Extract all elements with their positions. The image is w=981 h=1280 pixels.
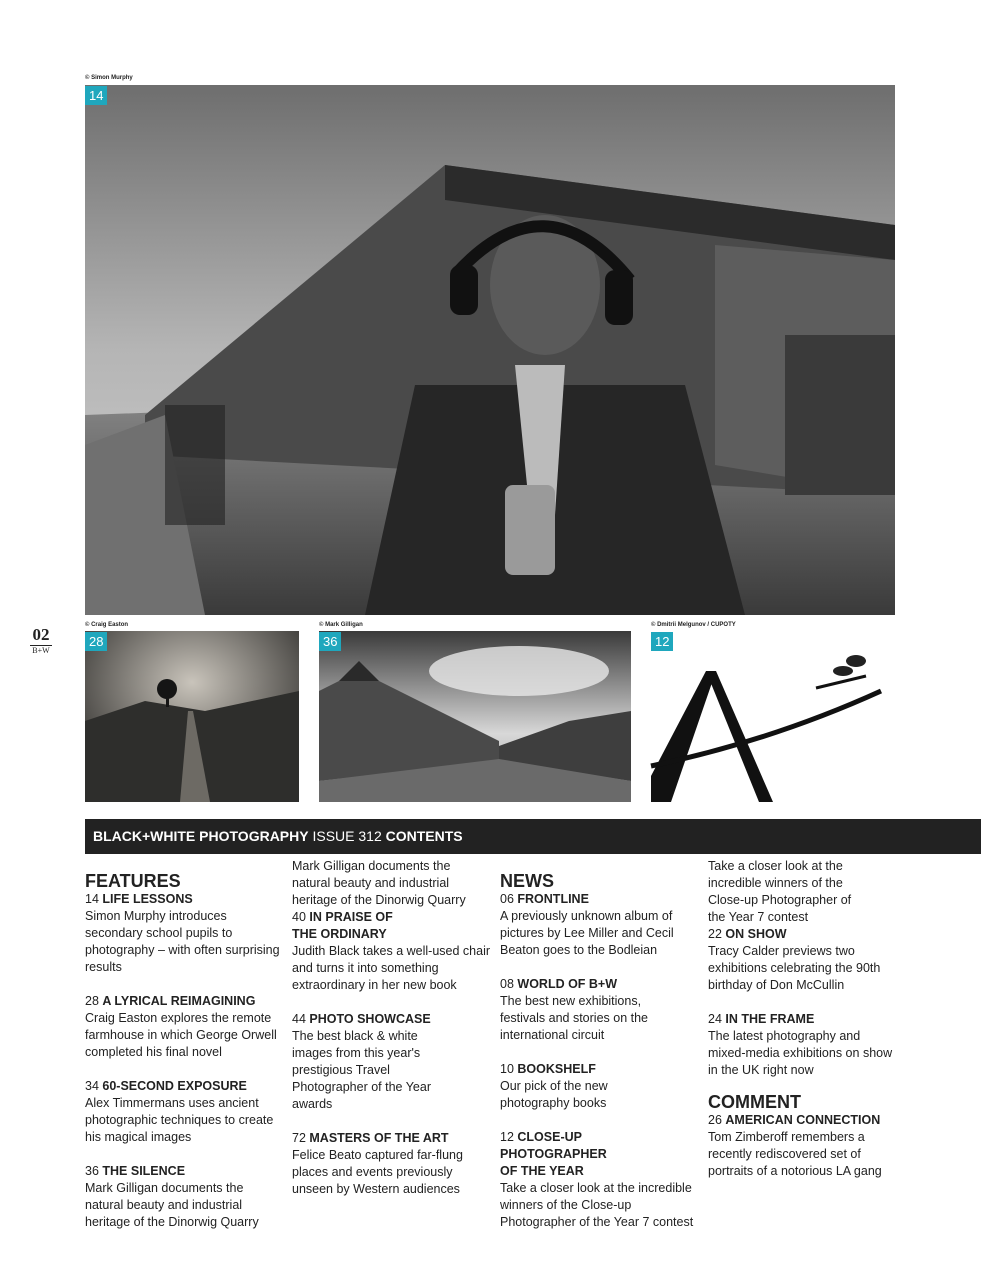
entry-title: IN THE FRAME xyxy=(725,1012,815,1026)
thumb-photo-dragonfly xyxy=(651,631,895,802)
page-badge-main: 14 xyxy=(85,86,107,105)
entry-desc: A previously unknown album of pictures by Lee Miller and Cecil Beaton goes to the Bodleian xyxy=(500,909,674,957)
entry-title: WORLD OF B+W xyxy=(517,977,618,991)
page-badge-thumb1: 28 xyxy=(85,632,107,651)
contents-entry xyxy=(85,1078,285,1146)
magazine-mark: B+W xyxy=(32,646,50,655)
entry-title: CLOSE-UP PHOTOGRAPHER OF THE YEAR xyxy=(500,1130,607,1178)
section-heading-comment: COMMENT xyxy=(708,1092,801,1112)
page-number: 02 xyxy=(30,626,52,646)
entry-desc: Simon Murphy introduces secondary school pupils to photography – with often surprising results xyxy=(85,909,280,974)
entry-desc: Tom Zimberoff remembers a recently rediscovered set of portraits of a notorious LA gang xyxy=(708,1130,882,1178)
contents-entry xyxy=(708,926,898,994)
entry-title: A LYRICAL REIMAGINING xyxy=(102,994,256,1008)
contents-banner xyxy=(85,819,981,854)
entry-desc: Tracy Calder previews two exhibitions celebrating the 90th birthday of Don McCullin xyxy=(708,944,881,992)
contents-col-2 xyxy=(292,859,492,1215)
entry-title: AMERICAN CONNECTION xyxy=(725,1113,881,1127)
contents-entry xyxy=(708,1011,898,1079)
contents-entry xyxy=(500,891,700,959)
contents-entry xyxy=(85,993,285,1061)
section-heading-news: NEWS xyxy=(500,871,554,891)
entry-page: 22 xyxy=(708,927,722,941)
entry-page: 24 xyxy=(708,1012,722,1026)
entry-page: 08 xyxy=(500,977,514,991)
thumb-photo-landscape xyxy=(85,631,299,802)
entry-desc: Mark Gilligan documents the natural beauty and industrial heritage of the Dinorwig Quarry xyxy=(85,1181,259,1229)
contents-col-3 xyxy=(500,871,700,1229)
issue-label: ISSUE 312 xyxy=(312,828,382,844)
contents-entry-continued xyxy=(708,858,898,924)
contents-entry xyxy=(292,909,492,994)
entry-page: 72 xyxy=(292,1131,306,1145)
thumb-photo-ruins xyxy=(319,631,631,802)
entry-title: THE SILENCE xyxy=(102,1164,186,1178)
contents-label: CONTENTS xyxy=(385,828,463,844)
entry-desc: Our pick of the new photography books xyxy=(500,1079,608,1110)
photo-credit-main: © Simon Murphy xyxy=(85,75,133,81)
entry-page: 12 xyxy=(500,1130,514,1144)
entry-title: IN PRAISE OF THE ORDINARY xyxy=(292,910,393,941)
entry-page: 40 xyxy=(292,910,306,924)
contents-col-1 xyxy=(85,871,285,1229)
contents-col-4 xyxy=(708,859,898,1197)
entry-desc: The best black & white images from this year's prestigious Travel Photographer of the Year awards xyxy=(292,1029,432,1111)
contents-entry xyxy=(500,976,700,1044)
entry-title: FRONTLINE xyxy=(517,892,589,906)
entry-desc: Craig Easton explores the remote farmhouse in which George Orwell completed his final novel xyxy=(85,1011,277,1059)
contents-entry xyxy=(85,891,285,976)
contents-entry xyxy=(708,1112,898,1180)
entry-desc-continued: Take a closer look at the incredible winners of the Close-up Photographer of the Year 7 contest xyxy=(708,859,852,924)
entry-page: 28 xyxy=(85,994,99,1008)
entry-desc: Take a closer look at the incredible winners of the Close-up Photographer of the Year 7 contest xyxy=(500,1181,694,1229)
contents-entry xyxy=(292,1011,492,1113)
entry-title: 60-SECOND EXPOSURE xyxy=(102,1079,247,1093)
entry-desc: Alex Timmermans uses ancient photographic techniques to create his magical images xyxy=(85,1096,274,1144)
magazine-title: BLACK+WHITE PHOTOGRAPHY xyxy=(93,828,309,844)
photo-credit-thumb2: © Mark Gilligan xyxy=(319,622,363,628)
entry-title: MASTERS OF THE ART xyxy=(309,1131,449,1145)
entry-page: 44 xyxy=(292,1012,306,1026)
contents-entry xyxy=(85,1163,285,1229)
page-badge-thumb3: 12 xyxy=(651,632,673,651)
contents-entry-continued xyxy=(292,858,492,907)
entry-title: PHOTO SHOWCASE xyxy=(309,1012,431,1026)
photo-credit-thumb1: © Craig Easton xyxy=(85,622,129,628)
main-photo xyxy=(85,85,895,615)
entry-page: 14 xyxy=(85,892,99,906)
contents-entry xyxy=(500,1061,700,1112)
entry-title: BOOKSHELF xyxy=(517,1062,596,1076)
section-heading-features: FEATURES xyxy=(85,871,181,891)
entry-desc: The best new exhibitions, festivals and stories on the international circuit xyxy=(500,994,648,1042)
entry-desc: Felice Beato captured far-flung places and events previously unseen by Western audiences xyxy=(292,1148,463,1196)
page-badge-thumb2: 36 xyxy=(319,632,341,651)
entry-page: 10 xyxy=(500,1062,514,1076)
entry-title: ON SHOW xyxy=(725,927,787,941)
entry-page: 06 xyxy=(500,892,514,906)
entry-desc-continued: Mark Gilligan documents the natural beauty and industrial heritage of the Dinorwig Quarry xyxy=(292,859,466,907)
entry-page: 34 xyxy=(85,1079,99,1093)
entry-desc: The latest photography and mixed-media exhibitions on show in the UK right now xyxy=(708,1029,893,1077)
entry-title: LIFE LESSONS xyxy=(102,892,193,906)
entry-page: 26 xyxy=(708,1113,722,1127)
photo-credit-thumb3: © Dmitrii Melgunov / CUPOTY xyxy=(651,622,736,628)
entry-page: 36 xyxy=(85,1164,99,1178)
contents-entry xyxy=(292,1130,492,1198)
folio xyxy=(30,626,52,656)
contents-entry xyxy=(500,1129,700,1229)
entry-desc: Judith Black takes a well-used chair and turns it into something extraordinary in her new book xyxy=(292,944,491,992)
